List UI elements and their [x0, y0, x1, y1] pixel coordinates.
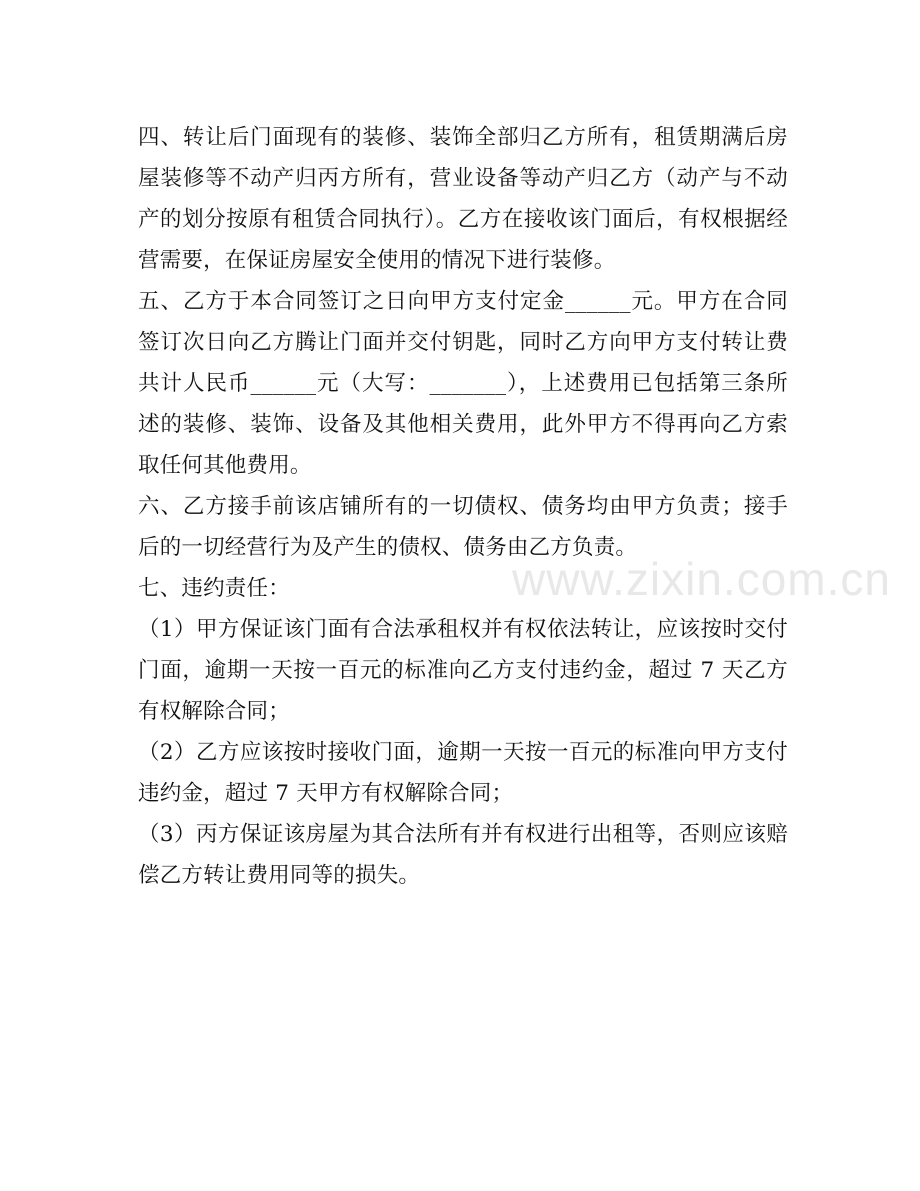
liability-item-2: （2）乙方应该按时接收门面，逾期一天按一百元的标准向甲方支付违约金，超过 7 天甲方有权解除合同； — [138, 740, 788, 806]
clause-four-paragraph: 四、转让后门面现有的装修、装饰全部归乙方所有，租赁期满后房屋装修等不动产归丙方所有，营业设备等动产归乙方（动产与不动产的划分按原有租赁合同执行）。乙方在接收该门面后，有权根据经营需要，在保证房屋安全使用的情况下进行装修。 — [138, 125, 788, 273]
clause-six-paragraph: 六、乙方接手前该店铺所有的一切债权、债务均由甲方负责；接手后的一切经营行为及产生的债权、债务由乙方负责。 — [138, 494, 788, 560]
document-body — [138, 117, 788, 896]
watermark: www.zixin.com.cn — [512, 553, 891, 605]
liability-item-1: （1）甲方保证该门面有合法承租权并有权依法转让，应该按时交付门面，逾期一天按一百元的标准向乙方支付违约金，超过 7 天乙方有权解除合同； — [138, 617, 788, 724]
clause-seven-heading: 七、违约责任： — [138, 576, 290, 601]
liability-item-3: （3）丙方保证该房屋为其合法所有并有权进行出租等，否则应该赔偿乙方转让费用同等的损失。 — [138, 822, 788, 888]
clause-five-paragraph: 五、乙方于本合同签订之日向甲方支付定金______元。甲方在合同签订次日向乙方腾让门面并交付钥匙，同时乙方向甲方支付转让费共计人民币______元（大写：_______），上述费用已包括第三条所述的装修、装饰、设备及其他相关费用，此外甲方不得再向乙方索取任何其他费用。 — [138, 289, 788, 478]
